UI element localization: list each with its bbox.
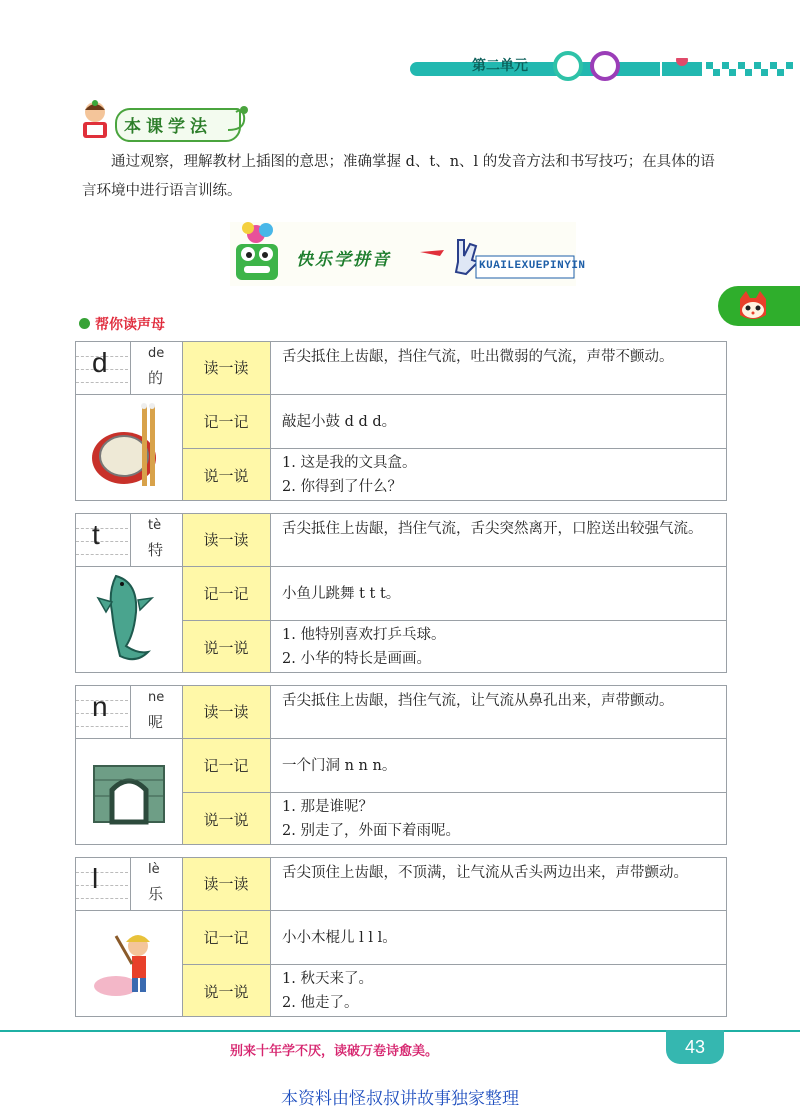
say-line: 1. 这是我的文具盒。 [282, 455, 417, 471]
read-text: 舌尖顶住上齿龈，不顶满，让气流从舌头两边出来，声带颤动。 [282, 865, 688, 881]
memo-text: 一个门洞 n n n。 [282, 758, 397, 774]
say-line: 1. 那是谁呢？ [282, 799, 373, 815]
ring-decoration-icon [590, 51, 620, 81]
letter-card-t [75, 513, 727, 673]
say-line: 2. 你得到了什么？ [282, 479, 402, 495]
memo-label: 记一记 [203, 413, 249, 431]
letter-card-n [75, 685, 727, 845]
initial-letter: l [92, 863, 99, 894]
drum-icon [86, 400, 172, 492]
pinyin-banner [230, 222, 576, 286]
pinyin-box [76, 514, 182, 566]
memo-label: 记一记 [203, 757, 249, 775]
child-reading-icon [75, 98, 115, 142]
say-label: 说一说 [203, 639, 249, 657]
letter-card-l [75, 857, 727, 1017]
footer-motto: 别来十年学不厌，读破万卷诗愈美。 [230, 1044, 439, 1059]
read-label: 读一读 [203, 359, 249, 377]
pinyin-syllable: de [148, 346, 165, 361]
pinyin-box [76, 686, 182, 738]
method-title: 本课学法 [124, 117, 212, 137]
say-line: 1. 秋天来了。 [282, 971, 373, 987]
gate-icon [86, 744, 172, 836]
say-text [282, 623, 718, 671]
initial-letter: d [92, 347, 108, 378]
say-label: 说一说 [203, 811, 249, 829]
page-number: 43 [666, 1030, 724, 1064]
read-label: 读一读 [203, 531, 249, 549]
section-heading: 帮你读声母 [95, 317, 165, 333]
read-label: 读一读 [203, 875, 249, 893]
say-text [282, 451, 718, 499]
boy-with-stick-icon [86, 916, 172, 1008]
memo-label: 记一记 [203, 585, 249, 603]
memo-text: 敲起小鼓 d d d。 [282, 414, 397, 430]
say-label: 说一说 [203, 983, 249, 1001]
memo-text: 小鱼儿跳舞 t t t。 [282, 586, 401, 602]
pinyin-box [76, 858, 182, 910]
letter-card-d [75, 341, 727, 501]
read-text: 舌尖抵住上齿龈，挡住气流，吐出微弱的气流，声带不颤动。 [282, 349, 674, 365]
footer-credit: 本资料由怪叔叔讲故事独家整理 [281, 1089, 519, 1109]
say-line: 2. 别走了，外面下着雨呢。 [282, 823, 460, 839]
hanzi-character: 乐 [148, 885, 164, 903]
say-line: 2. 他走了。 [282, 995, 359, 1011]
initial-letter: t [92, 519, 100, 550]
vine-curl-icon [226, 104, 252, 134]
hanzi-character: 特 [148, 541, 164, 559]
pinyin-box [76, 342, 182, 394]
memo-text: 小小木棍儿 l l l。 [282, 930, 397, 946]
say-text [282, 967, 718, 1015]
initial-letter: n [92, 691, 108, 722]
pinyin-syllable: ne [148, 690, 165, 705]
say-line: 2. 小华的特长是画画。 [282, 651, 431, 667]
say-line: 1. 他特别喜欢打乒乓球。 [282, 627, 446, 643]
pinyin-banner-title: 快乐学拼音 [296, 250, 391, 270]
memo-label: 记一记 [203, 929, 249, 947]
ring-decoration-icon [553, 51, 583, 81]
say-text [282, 795, 718, 843]
read-label: 读一读 [203, 703, 249, 721]
say-label: 说一说 [203, 467, 249, 485]
read-text: 舌尖抵住上齿龈，挡住气流，让气流从鼻孔出来，声带颤动。 [282, 693, 674, 709]
cat-face-icon [736, 289, 770, 323]
pinyin-syllable: tè [148, 518, 162, 533]
hanzi-character: 的 [148, 369, 164, 387]
unit-title: 第二单元 [472, 57, 528, 73]
method-description: 通过观察，理解教材上插图的意思；准确掌握 d、t、n、l 的发音方法和书写技巧；在具体的语言环境中进行语言训练。 [82, 154, 715, 199]
bullet-icon [79, 318, 90, 329]
hanzi-character: 呢 [148, 713, 164, 731]
fish-icon [86, 572, 172, 664]
pinyin-syllable: lè [148, 862, 160, 877]
checker-decoration-icon [662, 58, 800, 82]
read-text: 舌尖抵住上齿龈，挡住气流，舌尖突然离开，口腔送出较强气流。 [282, 521, 703, 537]
pinyin-banner-subtitle: KUAILEXUEPINYIN [479, 260, 586, 272]
side-tab [718, 286, 800, 326]
